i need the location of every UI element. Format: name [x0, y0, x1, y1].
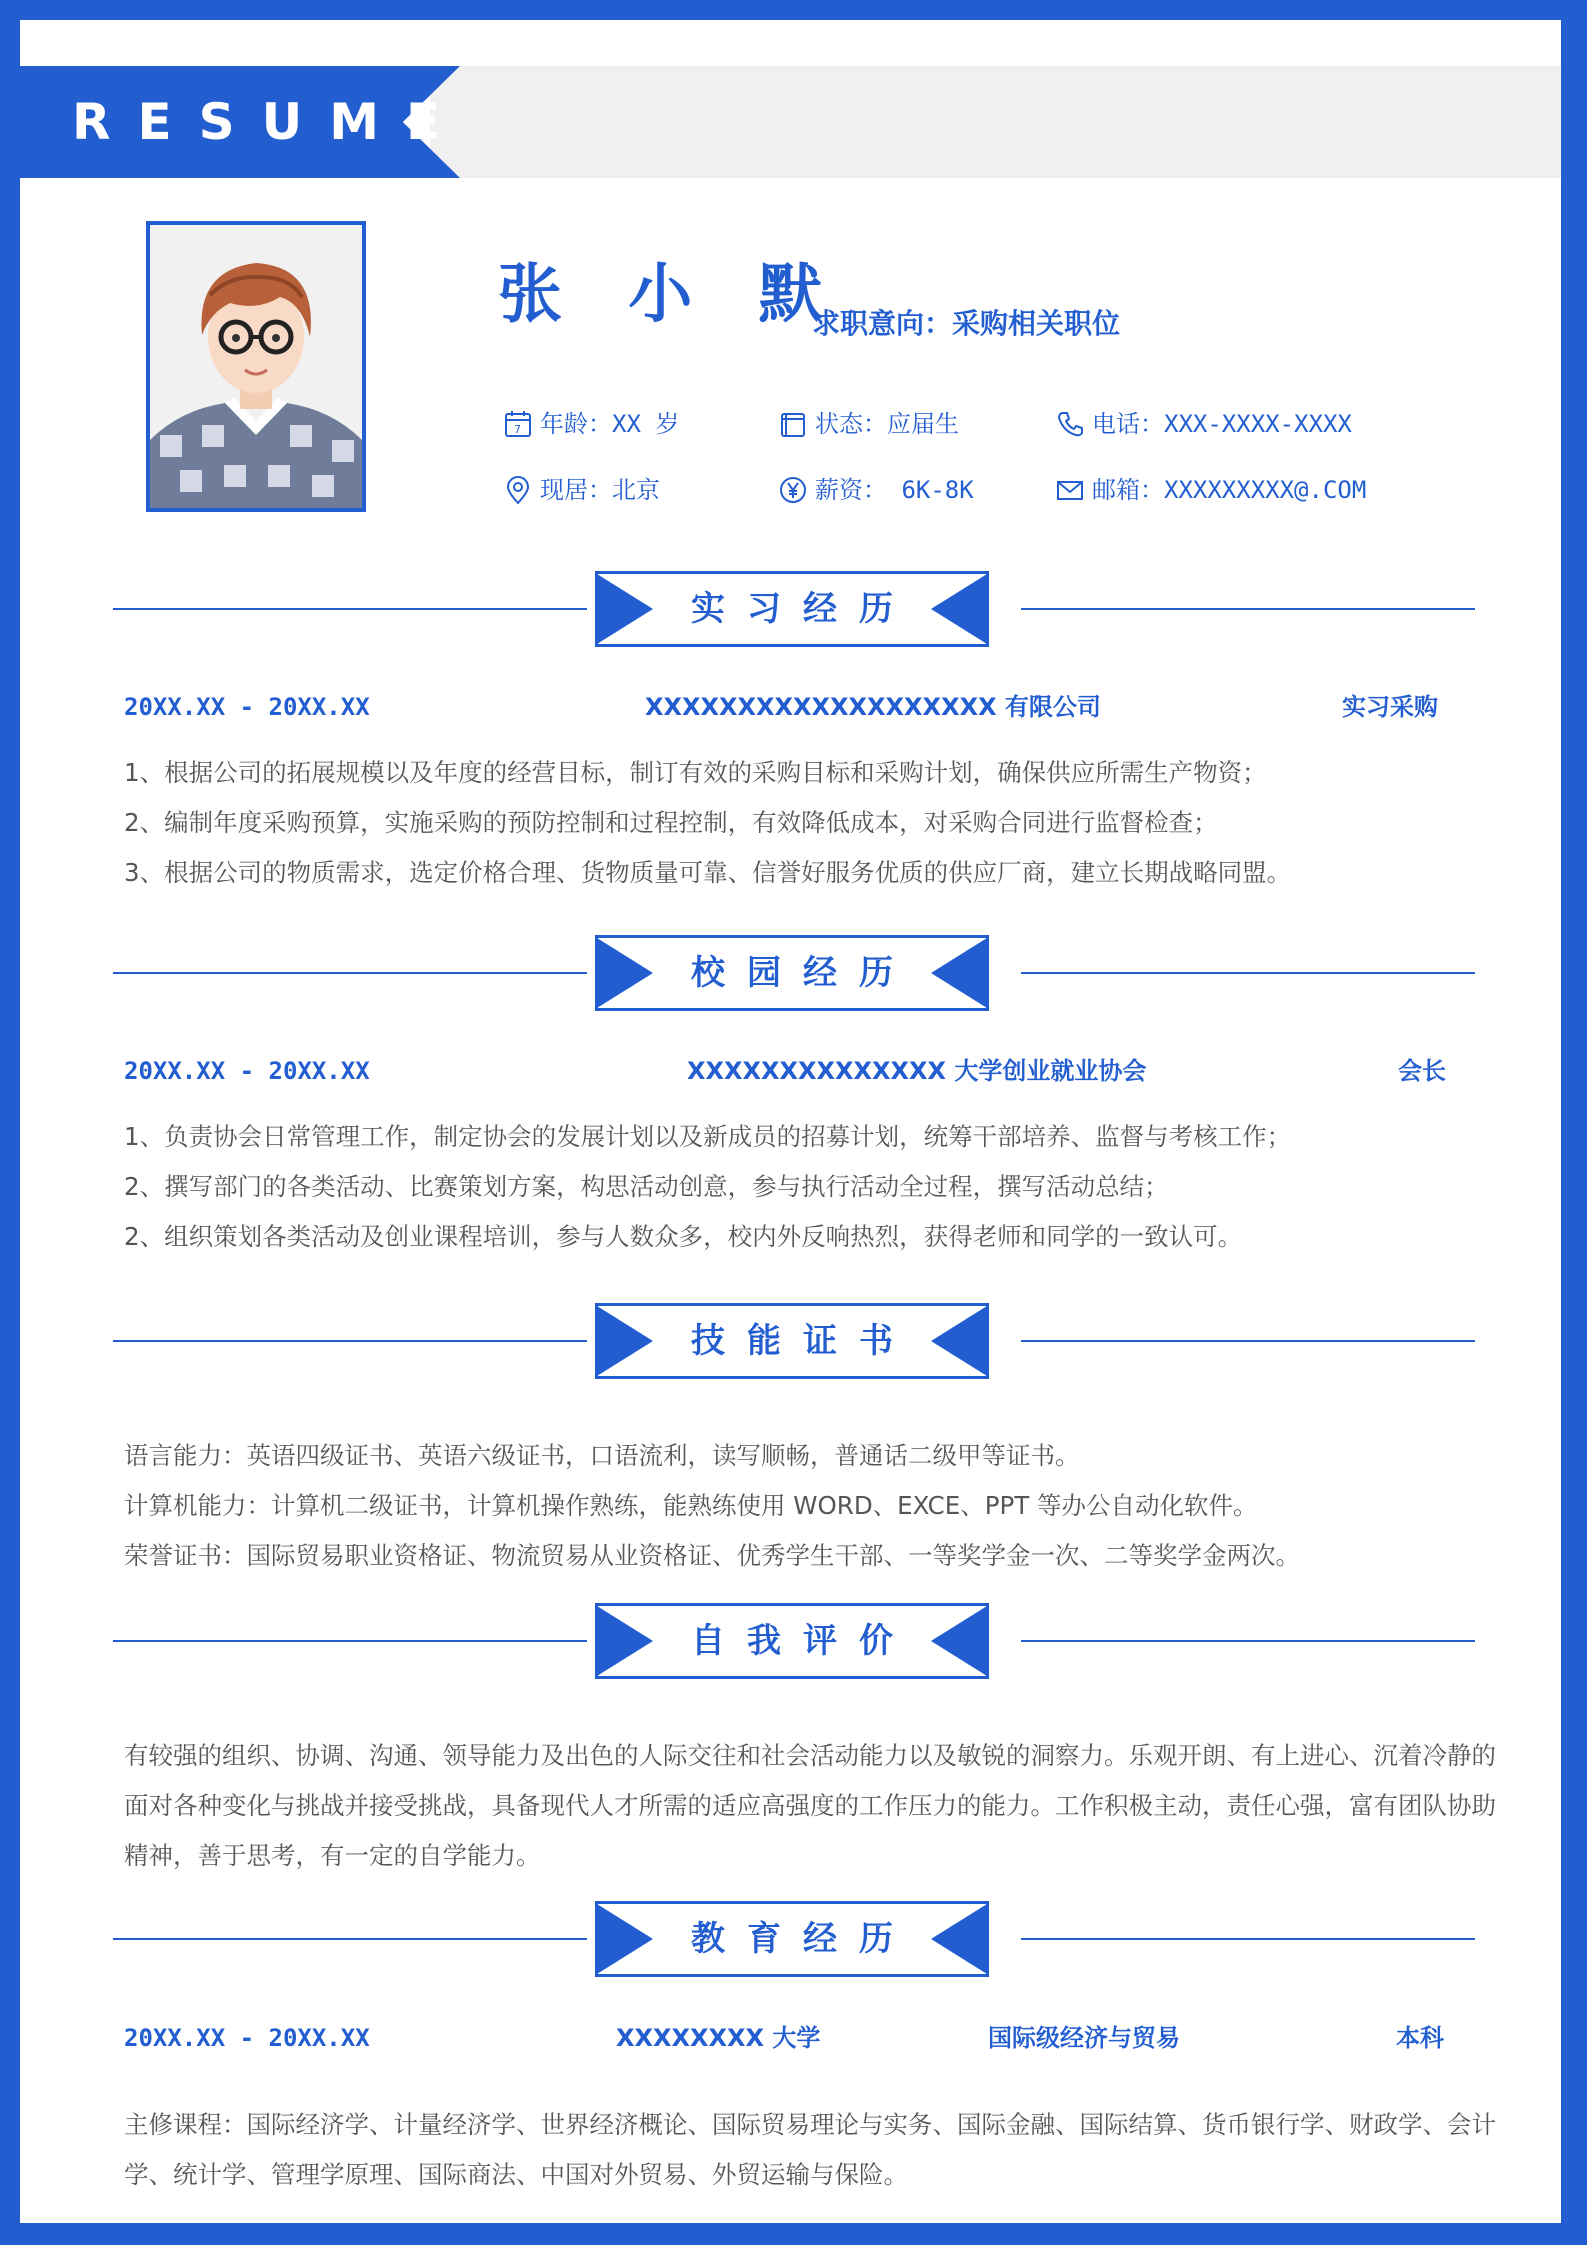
- campus-date: 20XX.XX - 20XX.XX: [124, 1057, 370, 1085]
- calendar-icon: [502, 408, 534, 440]
- section-title: 技能证书: [691, 1321, 915, 1361]
- info-salary-text: 薪资： 6K-8K: [815, 476, 974, 504]
- section-title: 实习经历: [691, 589, 915, 629]
- info-email: [1054, 473, 1366, 507]
- internship-item: 1、根据公司的拓展规模以及年度的经营目标，制订有效的采购目标和采购计划，确保供应所需生产物资；: [124, 758, 1267, 787]
- section-header-skills: [595, 1303, 989, 1379]
- section-divider-left: [113, 972, 587, 974]
- section-title: 教育经历: [691, 1919, 915, 1959]
- education-degree: 本科: [1396, 2024, 1444, 2052]
- header-gray-bar: [430, 66, 1561, 178]
- info-status: [777, 407, 959, 441]
- campus-organization: XXXXXXXXXXXXXX 大学创业就业协会: [687, 1057, 1147, 1085]
- section-divider-left: [113, 608, 587, 610]
- section-title: 自我评价: [691, 1621, 915, 1661]
- section-divider-right: [1021, 608, 1475, 610]
- internship-company: XXXXXXXXXXXXXXXXXXX 有限公司: [645, 693, 1101, 721]
- info-location-text: 现居：北京: [540, 476, 660, 504]
- info-age: [502, 407, 679, 441]
- education-courses: 主修课程：国际经济学、计量经济学、世界经济概论、国际贸易理论与实务、国际金融、国际结算、货币银行学、财政学、会计学、统计学、管理学原理、国际商法、中国对外贸易、外贸运输与保险。: [124, 2110, 1496, 2189]
- section-header-campus: [595, 935, 989, 1011]
- section-divider-left: [113, 1340, 587, 1342]
- internship-item: 3、根据公司的物质需求，选定价格合理、货物质量可靠、信誉好服务优质的供应厂商，建立长期战略同盟。: [124, 858, 1292, 887]
- info-phone: [1054, 407, 1352, 441]
- campus-item: 2、组织策划各类活动及创业课程培训，参与人数众多，校内外反响热烈，获得老师和同学的一致认可。: [124, 1222, 1243, 1251]
- book-icon: [777, 408, 809, 440]
- job-intent: 求职意向：采购相关职位: [812, 307, 1121, 340]
- campus-role: 会长: [1398, 1057, 1446, 1085]
- campus-item: 1、负责协会日常管理工作，制定协会的发展计划以及新成员的招募计划，统筹干部培养、监督与考核工作；: [124, 1122, 1292, 1151]
- internship-role: 实习采购: [1342, 693, 1438, 721]
- resume-paper: [20, 20, 1561, 2223]
- skills-item: 语言能力：英语四级证书、英语六级证书，口语流利，读写顺畅，普通话二级甲等证书。: [124, 1441, 1080, 1470]
- info-email-text: 邮箱：XXXXXXXXX@.COM: [1092, 476, 1367, 504]
- section-header-education: [595, 1901, 989, 1977]
- mail-icon: [1054, 474, 1086, 506]
- skills-item: 荣誉证书：国际贸易职业资格证、物流贸易从业资格证、优秀学生干部、一等奖学金一次、二等奖学金两次。: [124, 1541, 1300, 1570]
- section-divider-left: [113, 1938, 587, 1940]
- resume-banner-title: RESUME: [72, 93, 468, 151]
- section-divider-right: [1021, 1640, 1475, 1642]
- info-age-text: 年龄：XX 岁: [540, 410, 680, 438]
- candidate-name: 张 小 默: [498, 258, 845, 332]
- yen-coin-icon: [777, 474, 809, 506]
- section-title: 校园经历: [691, 953, 915, 993]
- section-divider-left: [113, 1640, 587, 1642]
- section-header-internship: [595, 571, 989, 647]
- info-salary: [777, 473, 974, 507]
- self-evaluation-text: 有较强的组织、协调、沟通、领导能力及出色的人际交往和社会活动能力以及敏锐的洞察力。乐观开朗、有上进心、沉着冷静的面对各种变化与挑战并接受挑战，具备现代人才所需的适应高强度的工作压力的能力。工作积极主动，责任心强，富有团队协助精神，善于思考，有一定的自学能力。: [124, 1741, 1496, 1870]
- internship-item: 2、编制年度采购预算，实施采购的预防控制和过程控制，有效降低成本，对采购合同进行监督检查；: [124, 808, 1218, 837]
- section-divider-right: [1021, 972, 1475, 974]
- avatar-photo: [146, 221, 366, 512]
- campus-item: 2、撰写部门的各类活动、比赛策划方案，构思活动创意，参与执行活动全过程，撰写活动总结；: [124, 1172, 1169, 1201]
- section-divider-right: [1021, 1938, 1475, 1940]
- location-pin-icon: [502, 474, 534, 506]
- svg-text:7: 7: [514, 423, 521, 436]
- info-location: [502, 473, 660, 507]
- phone-icon: [1054, 408, 1086, 440]
- info-phone-text: 电话：XXX-XXXX-XXXX: [1092, 410, 1352, 438]
- section-divider-right: [1021, 1340, 1475, 1342]
- info-status-text: 状态：应届生: [815, 410, 959, 438]
- internship-date: 20XX.XX - 20XX.XX: [124, 693, 370, 721]
- education-school: XXXXXXXX 大学: [616, 2024, 821, 2052]
- section-header-self-evaluation: [595, 1603, 989, 1679]
- skills-item: 计算机能力：计算机二级证书，计算机操作熟练，能熟练使用 WORD、EXCE、PPT 等办公自动化软件。: [124, 1491, 1258, 1520]
- education-date: 20XX.XX - 20XX.XX: [124, 2024, 370, 2052]
- education-major: 国际级经济与贸易: [988, 2024, 1180, 2052]
